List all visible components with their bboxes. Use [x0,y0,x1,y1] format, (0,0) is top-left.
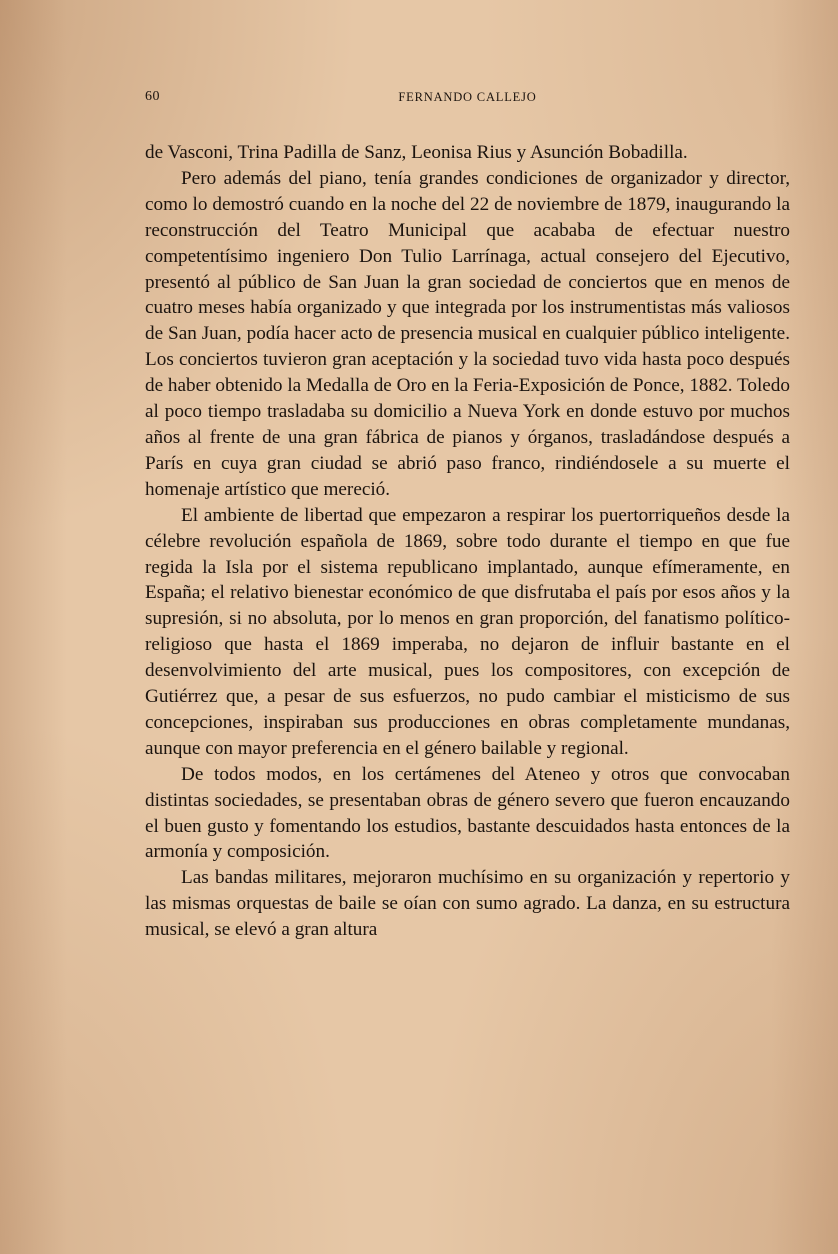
paragraph: El ambiente de libertad que empezaron a respirar los puertorriqueños desde la célebre revolución española de 1869, sobre todo durante el tiempo en que fue regida la Isla por el sistema republicano implantado, aunque efímeramente, en España; el relativo bienestar económico de que disfrutaba el país por esos años y la supresión, si no absoluta, por lo menos en gran proporción, del fanatismo político-religioso que hasta el 1869 imperaba, no dejaron de influir bastante en el desenvolvimiento del arte musical, pues los compositores, con excepción de Gutiérrez que, a pesar de sus esfuerzos, no pudo cambiar el misticismo de sus concepciones, inspiraban sus producciones en obras completamente mundanas, aunque con mayor preferencia en el género bailable y regional. [145,504,790,759]
paragraph: Las bandas militares, mejoraron muchísimo en su organización y repertorio y las mismas orquestas de baile se oían con sumo agrado. La danza, en su estructura musical, se elevó a gran altura [145,867,790,941]
body-text [145,140,790,943]
paragraph: De todos modos, en los certámenes del Ateneo y otros que convocaban distintas sociedades, se presentaban obras de género severo que fueron encauzando el buen gusto y fomentando los estudios, bastante descuidados hasta entonces de la armonía y composición. [145,763,790,863]
paragraph-continuation: de Vasconi, Trina Padilla de Sanz, Leonisa Rius y Asunción Bobadilla. [145,142,688,163]
running-title: FERNANDO CALLEJO [398,90,537,104]
running-head [145,89,790,111]
page-number: 60 [145,89,160,104]
paragraph: Pero además del piano, tenía grandes condiciones de organizador y director, como lo demostró cuando en la noche del 22 de noviembre de 1879, inaugurando la reconstrucción del Teatro Municipal que acababa de efectuar nuestro competentísimo ingeniero Don Tulio Larrínaga, actual consejero del Ejecutivo, presentó al público de San Juan la gran sociedad de conciertos que en menos de cuatro meses había organizado y que integrada por los instrumentistas más valiosos de San Juan, podía hacer acto de presencia musical en cualquier público inteligente. Los conciertos tuvieron gran aceptación y la sociedad tuvo vida hasta poco después de haber obtenido la Medalla de Oro en la Feria-Exposición de Ponce, 1882. Toledo al poco tiempo trasladaba su domicilio a Nueva York en donde estuvo por muchos años al frente de una gran fábrica de pianos y órganos, trasladándose después a París en cuya gran ciudad se abrió paso franco, rindiéndosele a su muerte el homenaje artístico que mereció. [145,167,790,500]
